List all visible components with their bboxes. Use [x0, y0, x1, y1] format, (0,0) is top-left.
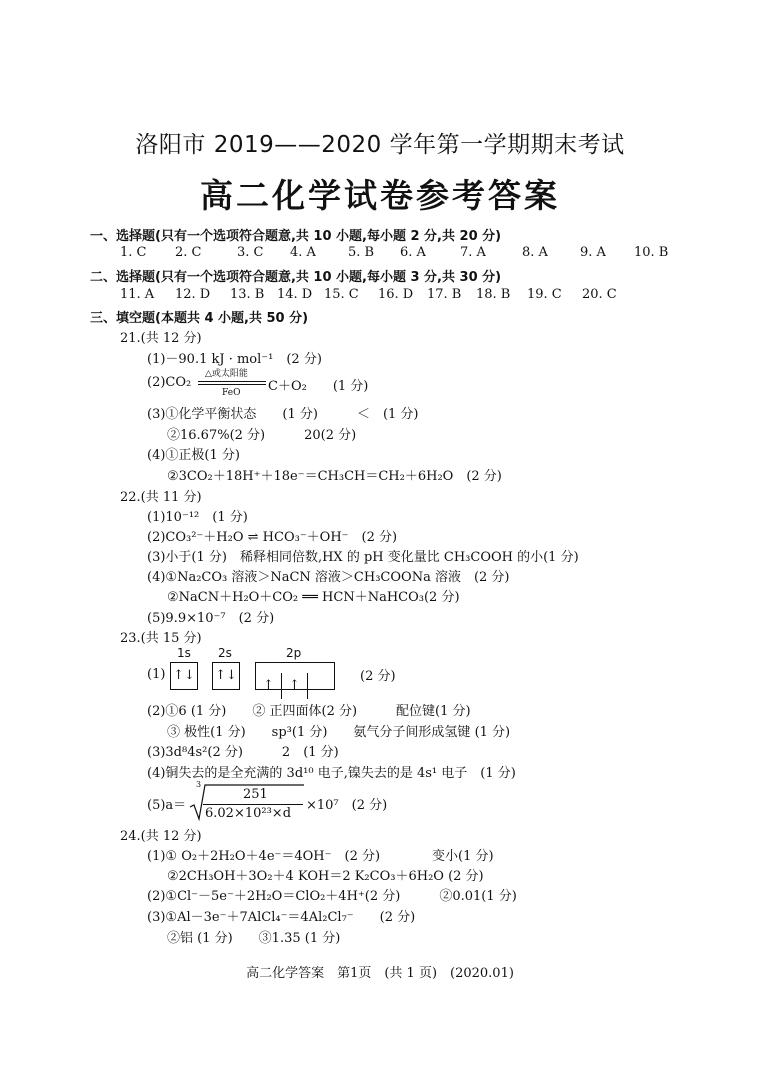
answer-20: 20. C: [582, 287, 617, 302]
q21-eq-bar: [198, 381, 266, 382]
q23-heading: 23.(共 15 分): [120, 631, 202, 646]
q24-line2: ②2CH₃OH＋3O₂＋4 KOH＝2 K₂CO₃＋6H₂O (2 分): [167, 869, 484, 884]
q21-line6: ②3CO₂＋18H⁺＋18e⁻＝CH₃CH＝CH₂＋6H₂O (2 分): [167, 469, 502, 484]
answer-12: 12. D: [175, 287, 211, 302]
q22-line2: (2)CO₃²⁻＋H₂O ⇌ HCO₃⁻＋OH⁻ (2 分): [147, 530, 398, 545]
q24-heading: 24.(共 12 分): [120, 829, 202, 844]
q23-line6-suffix: ×10⁷ (2 分): [306, 798, 388, 813]
orbital-2s-label: 2s: [218, 646, 232, 660]
answer-9: 9. A: [580, 245, 606, 260]
q24-line4: (3)①Al－3e⁻＋7AlCl₄⁻＝4Al₂Cl₇⁻ (2 分): [147, 910, 416, 925]
q22-line1: (1)10⁻¹² (1 分): [147, 510, 248, 525]
q23-line6-prefix: (5)a＝: [147, 798, 187, 813]
orbital-1s-cell: ↑↓: [173, 668, 195, 683]
section2-heading: 二、选择题(只有一个选项符合题意,共 10 小题,每小题 3 分,共 30 分): [90, 270, 502, 285]
q23-line5: (4)铜失去的是全充满的 3d¹⁰ 电子,镍失去的是 4s¹ 电子 (1 分): [147, 766, 516, 781]
q21-eq-condition-top: △或太阳能: [205, 369, 248, 379]
orbital-2p-label: 2p: [286, 646, 302, 660]
q21-line5: (4)①正极(1 分): [147, 448, 240, 463]
q23-fraction-numerator: 251: [243, 787, 268, 802]
q23-line4: (3)3d⁸4s²(2 分) 2 (1 分): [147, 745, 339, 760]
orbital-1s-label: 1s: [177, 646, 191, 660]
q23-line1-prefix: (1): [147, 667, 166, 682]
answer-14: 14. D: [277, 287, 313, 302]
page-footer: 高二化学答案 第1页 (共 1 页) (2020.01): [246, 966, 514, 981]
q22-line6: (5)9.9×10⁻⁷ (2 分): [147, 611, 275, 626]
q21-eq-bar2: [198, 384, 266, 385]
orbital-2p-cell-2: ↑: [282, 673, 308, 699]
q22-line4: (4)①Na₂CO₃ 溶液＞NaCN 溶液＞CH₃COONa 溶液 (2 分): [147, 570, 510, 585]
q21-line2-right: C＋O₂ (1 分): [268, 379, 369, 394]
orbital-2s-cell: ↑↓: [215, 668, 237, 683]
q23-fraction-bar: [203, 804, 303, 805]
q21-line3: (3)①化学平衡状态 (1 分) ＜ (1 分): [147, 407, 419, 422]
cube-root-index: 3: [196, 780, 202, 789]
answer-11: 11. A: [120, 287, 155, 302]
answer-4: 4. A: [290, 245, 316, 260]
q21-line2-left: (2)CO₂: [147, 375, 192, 390]
page-subtitle: 高二化学试卷参考答案: [200, 176, 560, 215]
q21-heading: 21.(共 12 分): [120, 331, 202, 346]
answer-1: 1. C: [120, 245, 147, 260]
q24-line3: (2)①Cl⁻－5e⁻＋2H₂O＝ClO₂＋4H⁺(2 分) ②0.01(1 分): [147, 889, 517, 904]
answer-7: 7. A: [460, 245, 486, 260]
q24-line5: ②铝 (1 分) ③1.35 (1 分): [167, 931, 341, 946]
q21-eq-condition-bottom: FeO: [222, 388, 241, 398]
page-title: 洛阳市 2019——2020 学年第一学期期末考试: [135, 132, 625, 158]
q21-line1: (1)－90.1 kJ · mol⁻¹ (2 分): [147, 352, 322, 367]
orbital-2p-box: [255, 662, 335, 693]
answer-2: 2. C: [175, 245, 202, 260]
q21-line4: ②16.67%(2 分) 20(2 分): [167, 428, 357, 443]
q22-line3: (3)小于(1 分) 稀释相同倍数,HX 的 pH 变化量比 CH₃COOH 的小(1 分): [147, 550, 579, 565]
section3-heading: 三、填空题(本题共 4 小题,共 50 分): [90, 311, 309, 326]
q24-line1: (1)① O₂＋2H₂O＋4e⁻＝4OH⁻ (2 分) 变小(1 分): [147, 849, 494, 864]
orbital-2p-cell-1: ↑: [256, 673, 282, 699]
q23-line3: ③ 极性(1 分) sp³(1 分) 氨气分子间形成氢键 (1 分): [167, 725, 511, 740]
orbital-2p-cell-3: [308, 663, 334, 689]
answer-17: 17. B: [427, 287, 462, 302]
q23-line1-score: (2 分): [360, 669, 396, 684]
orbital-1s-box: [170, 662, 198, 690]
answer-3: 3. C: [237, 245, 264, 260]
q23-line2: (2)①6 (1 分) ② 正四面体(2 分) 配位键(1 分): [147, 704, 471, 719]
answer-13: 13. B: [230, 287, 265, 302]
answer-15: 15. C: [324, 287, 359, 302]
answer-5: 5. B: [348, 245, 375, 260]
section1-heading: 一、选择题(只有一个选项符合题意,共 10 小题,每小题 2 分,共 20 分): [90, 229, 502, 244]
answer-18: 18. B: [476, 287, 511, 302]
answer-6: 6. A: [400, 245, 426, 260]
answer-19: 19. C: [527, 287, 562, 302]
answer-8: 8. A: [522, 245, 548, 260]
q22-line5: ②NaCN＋H₂O＋CO₂ ══ HCN＋NaHCO₃(2 分): [167, 590, 460, 605]
q23-fraction-denominator: 6.02×10²³×d: [205, 806, 292, 821]
answer-16: 16. D: [378, 287, 414, 302]
q22-heading: 22.(共 11 分): [120, 490, 202, 505]
answer-10: 10. B: [634, 245, 669, 260]
orbital-2s-box: [212, 662, 240, 690]
